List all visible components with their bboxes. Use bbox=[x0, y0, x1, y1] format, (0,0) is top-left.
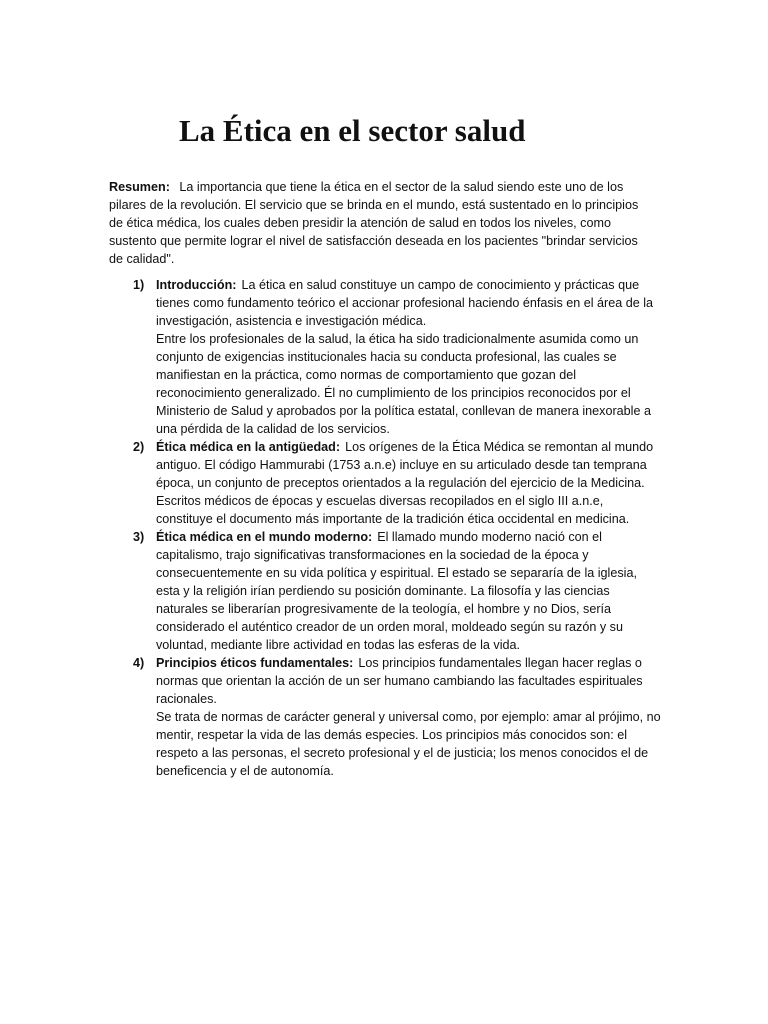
summary-label: Resumen: bbox=[109, 180, 170, 194]
section-paragraph bbox=[156, 654, 663, 708]
section-etica-antiguedad bbox=[133, 438, 663, 528]
section-body-text: Los orígenes de la Ética Médica se remontan al mundo antiguo. El código Hammurabi (1753 a.n.e) incluye en su articulado desde tan temprana época, un conjunto de preceptos orientados a la regulación del ejercicio de la Medicina. Escritos médicos de épocas y escuelas diversas recopilados en el siglo III a.n.e, constituye el documento más importante de la tradición ética occidental en medicina. bbox=[156, 440, 654, 526]
section-body-text: El llamado mundo moderno nació con el capitalismo, trajo significativas transformaciones en la sociedad de la época y consecuentemente en su vida política y espiritual. El estado se separaría de la iglesia, esta y la religión irían perdiendo su posición dominante. La filosofía y las ciencias naturales se liberarían progresivamente de la teología, el hombre y no Dios, sería considerado el auténtico creador de un orden moral, moldeado según su razón y su voluntad, mediante libre actividad en todas las esferas de la vida. bbox=[156, 530, 637, 652]
section-number: 4) bbox=[133, 656, 145, 670]
section-heading: Ética médica en la antigüedad: bbox=[156, 440, 341, 454]
section-heading: Ética médica en el mundo moderno: bbox=[156, 530, 373, 544]
document-title: La Ética en el sector salud bbox=[179, 113, 526, 148]
section-paragraph bbox=[156, 438, 663, 528]
section-paragraph bbox=[156, 276, 663, 330]
section-paragraph: Se trata de normas de carácter general y universal como, por ejemplo: amar al prójimo, no mentir, respetar la vida de las demás especies. Los principios más conocidos son: el respeto a las personas, el secreto profesional y el de justicia; los menos conocidos el de beneficencia y el de autonomía. bbox=[156, 710, 661, 778]
summary-paragraph bbox=[109, 178, 654, 268]
section-list bbox=[133, 276, 663, 780]
section-heading: Principios éticos fundamentales: bbox=[156, 656, 354, 670]
section-paragraph: Entre los profesionales de la salud, la ética ha sido tradicionalmente asumida como un conjunto de exigencias institucionales hacia su conducta profesional, las cuales se manifiestan en la práctica, como normas de comportamiento que gozan del reconocimiento generalizado. Él no cumplimiento de los principios reconocidos por el Ministerio de Salud y aprobados por la política estatal, conllevan de manera inexorable a una pérdida de la calidad de los servicios. bbox=[156, 332, 651, 436]
section-heading: Introducción: bbox=[156, 278, 237, 292]
section-paragraph bbox=[156, 528, 663, 654]
section-body-text: La ética en salud constituye un campo de conocimiento y prácticas que tienes como fundamento teórico el accionar profesional haciendo énfasis en el área de la investigación, asistencia e investigación médica. bbox=[156, 278, 654, 328]
section-introduccion bbox=[133, 276, 663, 438]
section-principios-eticos bbox=[133, 654, 663, 780]
section-number: 3) bbox=[133, 530, 145, 544]
section-etica-mundo-moderno bbox=[133, 528, 663, 654]
section-number: 1) bbox=[133, 278, 145, 292]
section-number: 2) bbox=[133, 440, 145, 454]
section-body-text: Los principios fundamentales llegan hacer reglas o normas que orientan la acción de un ser humano cambiando las facultades espirituales racionales. bbox=[156, 656, 643, 706]
summary-text: La importancia que tiene la ética en el sector de la salud siendo este uno de los pilares de la revolución. El servicio que se brinda en el mundo, está sustentado en lo principios de ética médica, los cuales deben presidir la atención de salud en todos los niveles, como sustento que permite lograr el nivel de satisfacción deseada en los pacientes "brindar servicios de calidad". bbox=[109, 180, 639, 266]
